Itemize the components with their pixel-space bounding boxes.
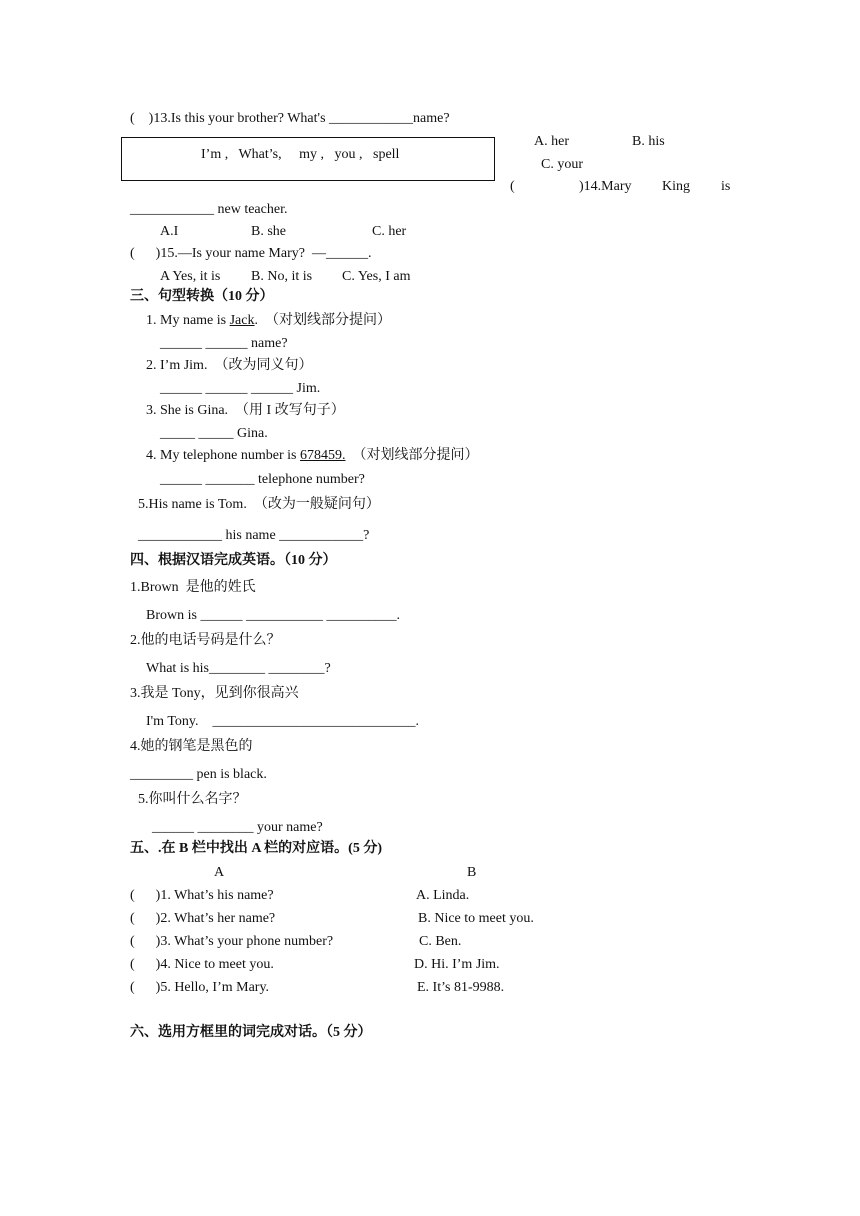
sec3-item-2: 2. I’m Jim. （改为同义句） bbox=[146, 358, 313, 373]
sec4-q1: 1.Brown 是他的姓氏 bbox=[130, 580, 256, 595]
q14-option-a: A.I bbox=[160, 224, 179, 239]
sec3-item-4-underlined: 678459. bbox=[299, 448, 346, 463]
q14-option-c: C. her bbox=[372, 224, 407, 239]
q13-option-a: A. her bbox=[534, 134, 569, 149]
sec4-q3: 3.我是 Tony，见到你很高兴 bbox=[130, 686, 299, 701]
q15-text: ( )15.—Is your name Mary? —______. bbox=[130, 246, 372, 261]
q13-text: )13.Is this your brother? What's ____________name? bbox=[134, 111, 450, 126]
sec4-a4: _________ pen is black. bbox=[130, 767, 267, 782]
sec3-item-1-underlined: Jack bbox=[229, 313, 255, 328]
column-a-header: A bbox=[214, 865, 225, 880]
sec3-item-1-answer: ______ ______ name? bbox=[160, 336, 288, 351]
sec3-item-1: 1. My name is Jack. （对划线部分提问） bbox=[146, 313, 391, 328]
sec4-a2: What is his________ ________? bbox=[146, 661, 331, 676]
sec4-a1: Brown is ______ ___________ __________. bbox=[146, 608, 400, 623]
match-row-b: D. Hi. I’m Jim. bbox=[414, 957, 500, 972]
section-4-title: 四、根据汉语完成英语。（10 分） bbox=[130, 553, 337, 568]
match-row-a: ( )3. What’s your phone number? bbox=[130, 934, 334, 949]
q15-option-a: A Yes, it is bbox=[160, 269, 221, 284]
sec4-q2: 2.他的电话号码是什么？ bbox=[130, 633, 281, 648]
sec3-item-2-answer: ______ ______ ______ Jim. bbox=[160, 381, 321, 396]
sec3-item-5-answer: ____________ his name ____________? bbox=[138, 528, 370, 543]
sec3-item-3: 3. She is Gina. （用 I 改写句子） bbox=[146, 403, 345, 418]
match-row-b: B. Nice to meet you. bbox=[418, 911, 534, 926]
q15-option-c: C. Yes, I am bbox=[342, 269, 411, 284]
match-row-a: ( )1. What’s his name? bbox=[130, 888, 274, 903]
q13-paren: ( bbox=[130, 111, 135, 126]
q14-word-is: is bbox=[721, 179, 731, 194]
q15-option-b: B. No, it is bbox=[251, 269, 313, 284]
word-box-text: I’m , What’s, my , you , spell bbox=[201, 147, 400, 162]
match-row-a: ( )4. Nice to meet you. bbox=[130, 957, 274, 972]
section-5-title: 五、.在 B 栏中找出 A 栏的对应语。(5 分) bbox=[130, 841, 382, 856]
q14-continuation: ____________ new teacher. bbox=[130, 202, 288, 217]
section-3-title: 三、句型转换（10 分） bbox=[130, 289, 274, 304]
q13-line bbox=[130, 110, 450, 128]
q14-option-b: B. she bbox=[251, 224, 286, 239]
match-row-a: ( )2. What’s her name? bbox=[130, 911, 276, 926]
column-b-header: B bbox=[467, 865, 477, 880]
sec4-a3: I'm Tony. _____________________________. bbox=[146, 714, 419, 729]
match-row-b: E. It’s 81-9988. bbox=[417, 980, 505, 995]
sec4-q4: 4.她的钢笔是黑色的 bbox=[130, 739, 253, 754]
match-row-b: C. Ben. bbox=[419, 934, 462, 949]
q13-option-c: C. your bbox=[541, 157, 583, 172]
sec3-item-5: 5.His name is Tom. （改为一般疑问句） bbox=[138, 497, 380, 512]
q14-word-king: King bbox=[662, 179, 690, 194]
match-row-b: A. Linda. bbox=[416, 888, 470, 903]
section-6-title: 六、选用方框里的词完成对话。（5 分） bbox=[130, 1025, 372, 1040]
sec3-item-4-answer: ______ _______ telephone number? bbox=[160, 472, 365, 487]
sec3-item-3-answer: _____ _____ Gina. bbox=[160, 426, 268, 441]
match-row-a: ( )5. Hello, I’m Mary. bbox=[130, 980, 270, 995]
sec4-a5: ______ ________ your name? bbox=[152, 820, 323, 835]
q14-paren: ( bbox=[510, 179, 515, 194]
sec3-item-4: 4. My telephone number is 678459. （对划线部分提问） bbox=[146, 448, 479, 463]
q14-number: )14.Mary bbox=[579, 179, 632, 194]
sec4-q5: 5.你叫什么名字？ bbox=[138, 792, 247, 807]
q13-option-b: B. his bbox=[632, 134, 665, 149]
